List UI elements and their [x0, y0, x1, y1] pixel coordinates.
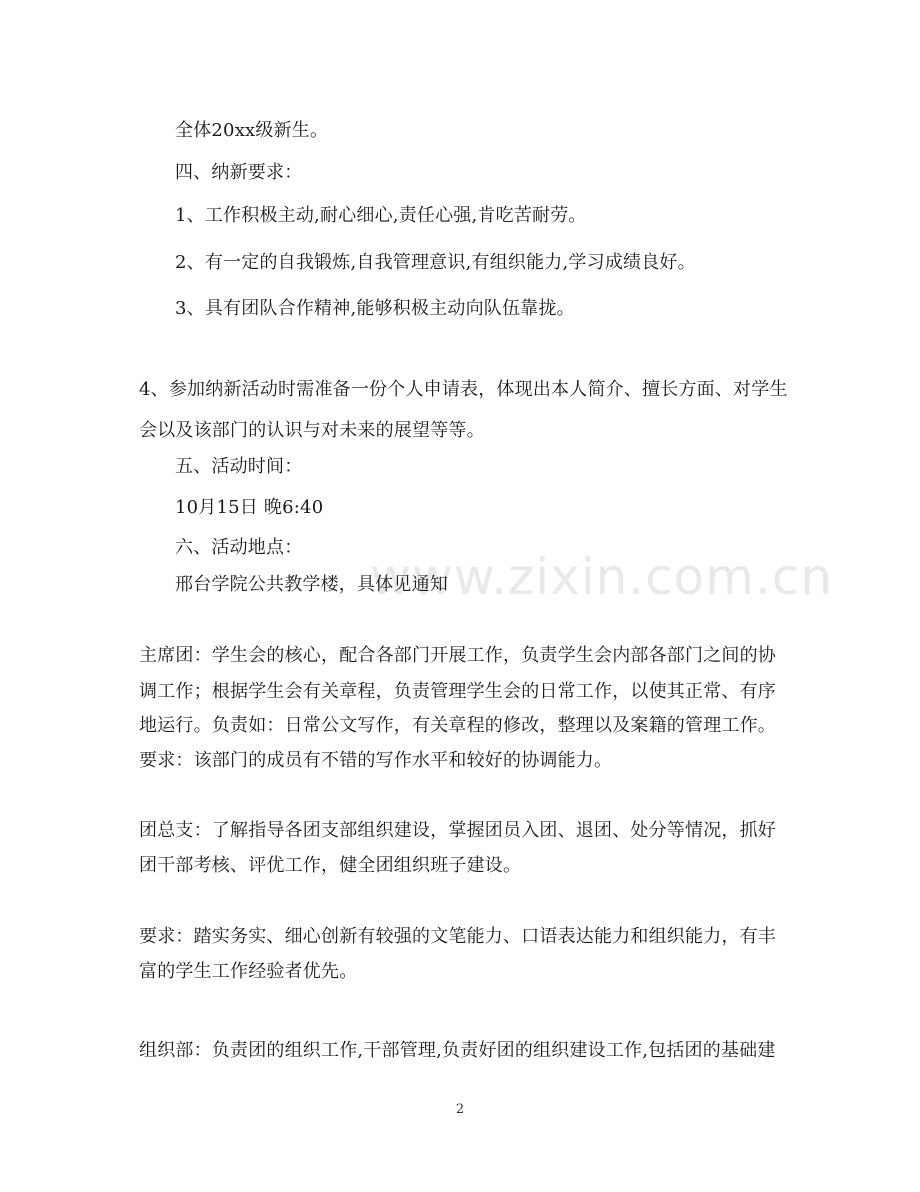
paragraph-line: 地运行。负责如：日常公文写作，有关章程的修改，整理以及案籍的管理工作。 [139, 715, 776, 736]
paragraph-line: 组织部：负责团的组织工作,干部管理,负责好团的组织建设工作,包括团的基础建 [139, 1040, 776, 1061]
paragraph-line: 主席团：学生会的核心，配合各部门开展工作，负责学生会内部各部门之间的协 [139, 645, 776, 666]
list-item: 1、工作积极主动,耐心细心,责任心强,肯吃苦耐劳。 [175, 205, 587, 226]
paragraph-line: 团干部考核、评优工作，健全团组织班子建设。 [139, 855, 522, 876]
list-item: 3、具有团队合作精神,能够积极主动向队伍靠拢。 [175, 298, 575, 319]
paragraph-line: 全体20xx级新生。 [175, 120, 329, 141]
page-number: 2 [455, 1102, 465, 1117]
section-heading-location: 六、活动地点： [175, 537, 303, 558]
section-heading-time: 五、活动时间： [175, 456, 303, 477]
activity-location: 邢台学院公共教学楼，具体见通知 [175, 574, 448, 595]
paragraph-line: 富的学生工作经验者优先。 [139, 961, 358, 982]
paragraph-line: 要求：该部门的成员有不错的写作水平和较好的协调能力。 [139, 750, 613, 771]
paragraph-line: 会以及该部门的认识与对未来的展望等等。 [139, 420, 485, 441]
paragraph-line: 要求：踏实务实、细心创新有较强的文笔能力、口语表达能力和组织能力，有丰 [139, 926, 776, 947]
watermark: www.zixin.com.cn [370, 548, 834, 606]
list-item: 4、参加纳新活动时需准备一份个人申请表，体现出本人简介、擅长方面、对学生 [139, 379, 788, 400]
section-heading-requirements: 四、纳新要求： [175, 162, 303, 183]
activity-time: 10月15日 晚6:40 [175, 497, 324, 518]
list-item: 2、有一定的自我锻炼,自我管理意识,有组织能力,学习成绩良好。 [175, 252, 696, 273]
paragraph-line: 团总支：了解指导各团支部组织建设，掌握团员入团、退团、处分等情况，抓好 [139, 820, 776, 841]
paragraph-line: 调工作；根据学生会有关章程，负责管理学生会的日常工作，以使其正常、有序 [139, 681, 776, 702]
